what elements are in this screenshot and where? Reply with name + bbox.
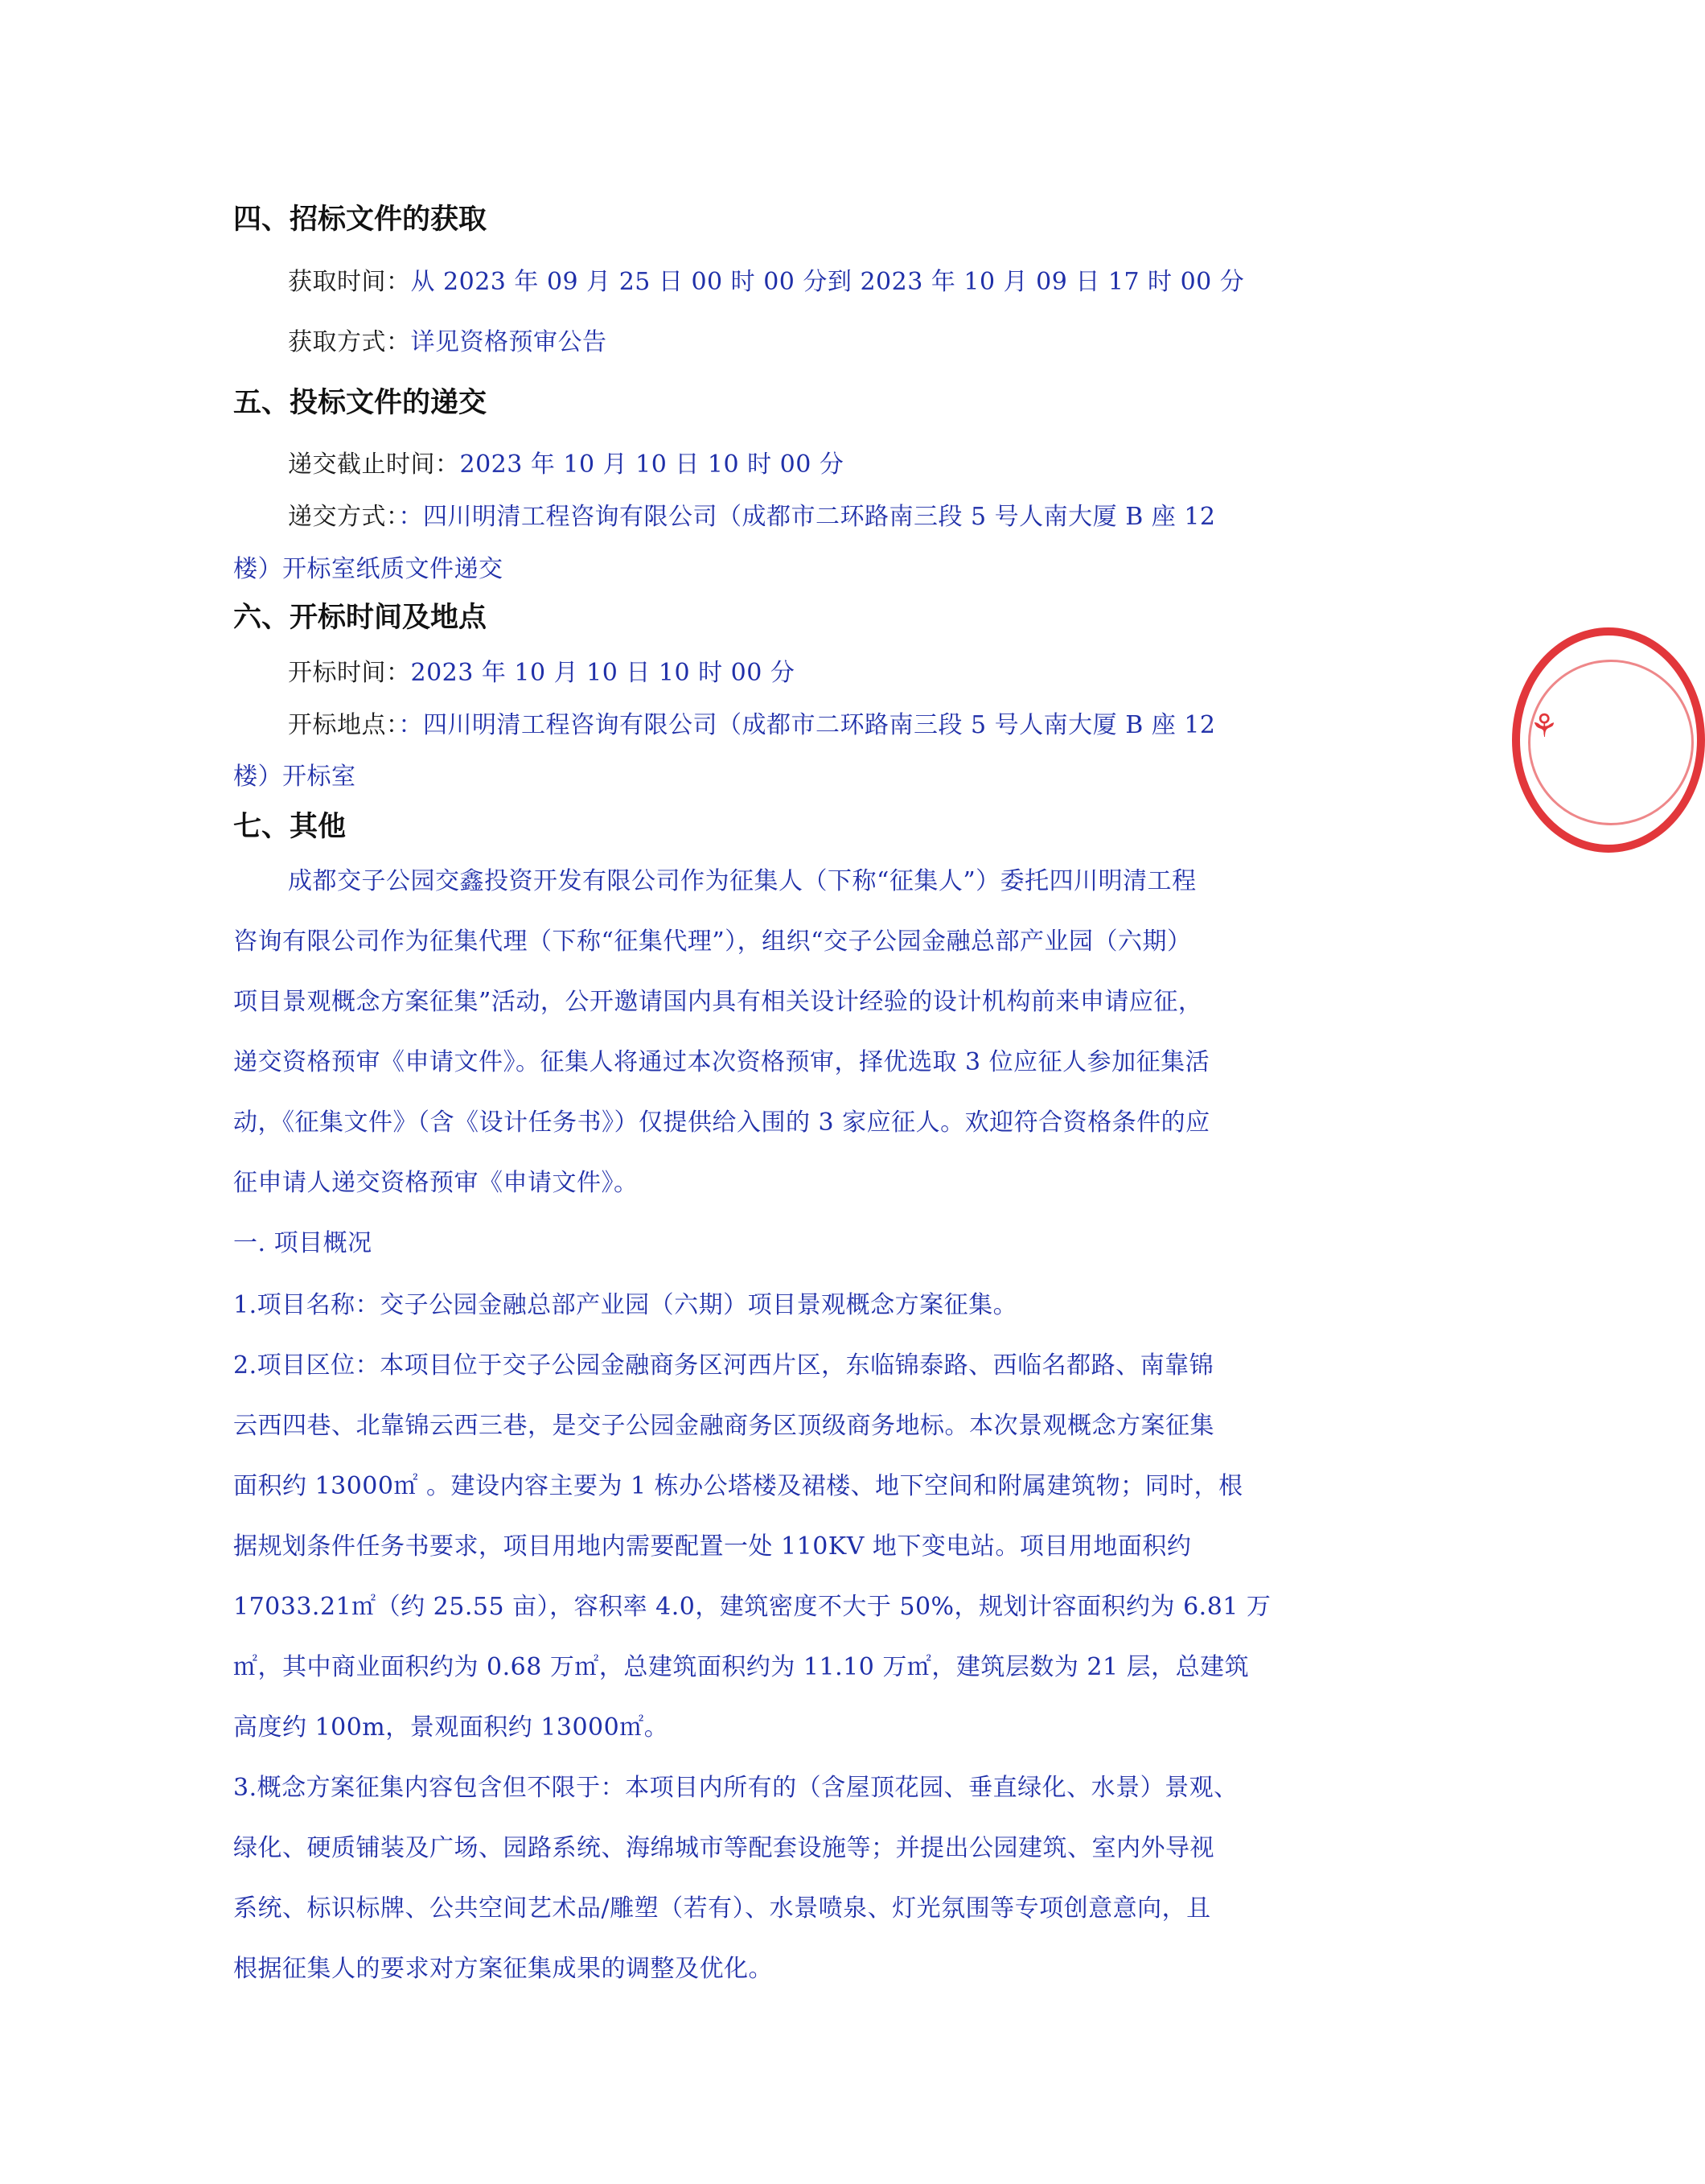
other-para-line: 咨询有限公司作为征集代理（下称“征集代理”），组织“交子公园金融总部产业园（六期）: [233, 927, 1192, 956]
acquire-time-label: 获取时间：: [288, 268, 411, 296]
item-2-line: 高度约 100m，景观面积约 13000㎡。: [233, 1713, 669, 1742]
open-time-value: 2023 年 10 月 10 日 10 时 00 分: [410, 659, 795, 687]
section-4-heading: 四、招标文件的获取: [233, 204, 487, 236]
section-5-heading: 五、投标文件的递交: [233, 387, 487, 419]
section-7-heading: 七、其他: [233, 811, 347, 843]
item-2-line: 面积约 13000㎡ 。建设内容主要为 1 栋办公塔楼及裙楼、地下空间和附属建筑物；同时，根: [233, 1472, 1243, 1500]
other-para-line: 成都交子公园交鑫投资开发有限公司作为征集人（下称“征集人”）委托四川明清工程: [288, 867, 1197, 895]
acquire-method-value: 详见资格预审公告: [410, 328, 607, 356]
deadline-value: 2023 年 10 月 10 日 10 时 00 分: [459, 450, 844, 479]
submit-method-cont: 楼）开标室纸质文件递交: [233, 555, 503, 583]
deadline-line: [288, 444, 844, 479]
item-2-line: 2.项目区位：本项目位于交子公园金融商务区河西片区，东临锦泰路、西临名都路、南靠锦: [233, 1351, 1214, 1380]
submit-method-line: [288, 496, 1216, 532]
item-2-line: 17033.21㎡（约 25.55 亩），容积率 4.0，建筑密度不大于 50%，规划计容面积约为 6.81 万: [233, 1593, 1272, 1621]
item-2-line: ㎡，其中商业面积约为 0.68 万㎡，总建筑面积约为 11.10 万㎡，建筑层数为 21 层，总建筑: [233, 1653, 1250, 1681]
other-para-line: 递交资格预审《申请文件》。征集人将通过本次资格预审，择优选取 3 位应征人参加征集活: [233, 1048, 1210, 1076]
open-place-label: 开标地点：: [288, 711, 399, 739]
item-1-project-name: 1.项目名称：交子公园金融总部产业园（六期）项目景观概念方案征集。: [233, 1291, 1018, 1319]
red-seal-stamp: [1512, 627, 1705, 853]
acquire-method-line: [288, 322, 607, 357]
seal-mark-icon: ⚘: [1530, 708, 1559, 745]
item-2-line: 据规划条件任务书要求，项目用地内需要配置一处 110KV 地下变电站。项目用地面积约: [233, 1532, 1192, 1561]
open-place-line: [288, 705, 1216, 740]
item-2-line: 云西四巷、北靠锦云西三巷，是交子公园金融商务区顶级商务地标。本次景观概念方案征集: [233, 1412, 1214, 1440]
deadline-label: 递交截止时间：: [288, 450, 460, 479]
section-6-heading: 六、开标时间及地点: [233, 602, 487, 634]
item-3-line: 3.概念方案征集内容包含但不限于：本项目内所有的（含屋顶花园、垂直绿化、水景）景观、: [233, 1774, 1239, 1802]
open-time-label: 开标时间：: [288, 659, 411, 687]
item-3-line: 绿化、硬质铺装及广场、园路系统、海绵城市等配套设施等；并提出公园建筑、室内外导视: [233, 1834, 1214, 1862]
open-time-line: [288, 652, 795, 688]
acquire-method-label: 获取方式：: [288, 328, 411, 356]
item-3-line: 根据征集人的要求对方案征集成果的调整及优化。: [233, 1955, 773, 1983]
acquire-time-value: 从 2023 年 09 月 25 日 00 时 00 分到 2023 年 10 月 09 日 17 时 00 分: [410, 268, 1245, 296]
other-para-line: 动，《征集文件》（含《设计任务书》）仅提供给入围的 3 家应征人。欢迎符合资格条件的应: [233, 1108, 1210, 1137]
project-overview-subhead: 一. 项目概况: [233, 1229, 372, 1257]
item-3-line: 系统、标识标牌、公共空间艺术品/雕塑（若有）、水景喷泉、灯光氛围等专项创意意向，且: [233, 1894, 1211, 1923]
submit-method-label: 递交方式：: [288, 503, 399, 531]
other-para-line: 项目景观概念方案征集”活动，公开邀请国内具有相关设计经验的设计机构前来申请应征，: [233, 988, 1203, 1016]
submit-method-value: ：四川明清工程咨询有限公司（成都市二环路南三段 5 号人南大厦 B 座 12: [398, 503, 1216, 531]
open-place-value: ：四川明清工程咨询有限公司（成都市二环路南三段 5 号人南大厦 B 座 12: [398, 711, 1216, 739]
other-para-line: 征申请人递交资格预审《申请文件》。: [233, 1169, 639, 1197]
acquire-time-line: [288, 261, 1244, 297]
open-place-cont: 楼）开标室: [233, 763, 356, 791]
